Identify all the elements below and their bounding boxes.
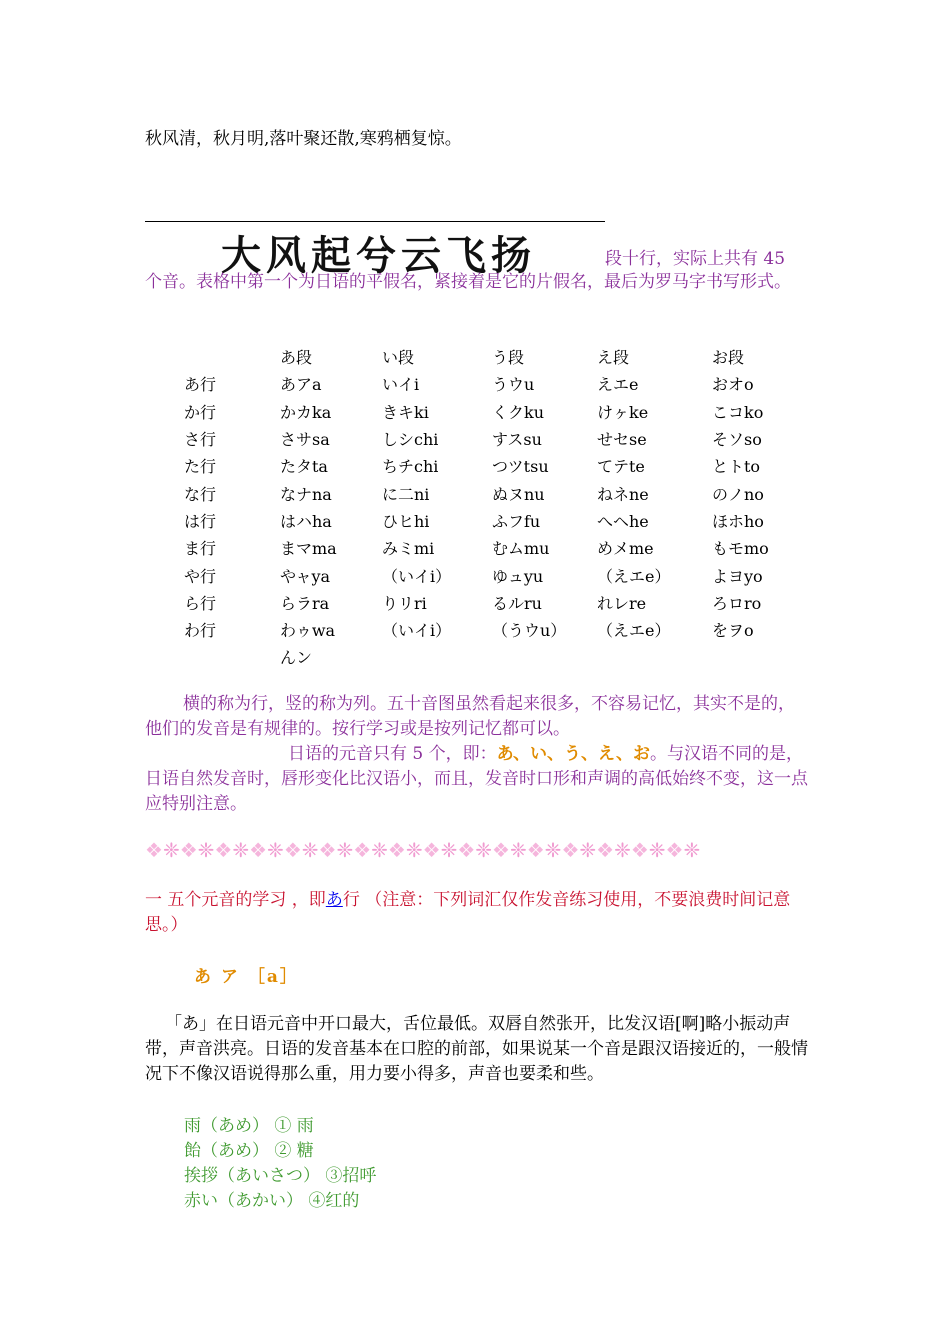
kana-header-cell: お段 [712,348,745,368]
section-heading-before: 一 五个元音的学习 ，即 [145,890,326,910]
kana-cell [382,643,492,670]
kana-cell: みミmi [382,539,435,559]
kana-cell: ひヒhi [382,511,430,531]
intro-paragraph: 个音。表格中第一个为日语的平假名，紧接着是它的片假名，最后为罗马字书写形式。 [145,272,791,292]
kana-cell: きキki [382,402,429,422]
kana-cell: たタta [280,457,328,477]
kana-row-label: わ行 [184,621,217,641]
kana-cell: とトto [712,457,761,477]
kana-row-label: は行 [184,511,217,531]
kana-row-label: や行 [184,566,217,586]
kana-cell: わゥwa [280,621,336,641]
kana-cell: そソso [712,430,762,450]
kana-cell: （いイi） [382,566,452,586]
kana-cell: いイi [382,375,420,395]
poem-line: 秋风清，秋月明,落叶聚还散,寒鸦栖复惊。 [145,129,462,149]
kana-cell: すスsu [492,430,542,450]
kana-cell: るルru [492,593,542,613]
kana-cell: ふフfu [492,511,541,531]
kana-row [150,616,822,643]
banner-calligraphy: 大风起兮云飞扬 [221,232,536,279]
section-heading [145,888,810,938]
vocab-item: 赤い（あかい） ④红的 [184,1191,360,1211]
kana-cell: （えエe） [597,621,671,641]
kana-row [150,370,822,397]
kana-cell: （いイi） [382,621,452,641]
kana-cell: んン [280,648,313,668]
vocab-item: 雨（あめ） ① 雨 [184,1116,314,1136]
kana-cell: ろロro [712,593,762,613]
kana-header-cell: い段 [382,348,415,368]
kana-row-label: さ行 [184,430,217,450]
kana-cell: （うウu） [492,621,567,641]
kana-row-label: ま行 [184,539,217,559]
vocab-item: 挨拶（あいさつ） ③招呼 [184,1166,377,1186]
kana-cell: えエe [597,375,639,395]
kana-cell: つツtsu [492,457,549,477]
kana-cell: に二ni [382,484,430,504]
kana-row-label: た行 [184,457,217,477]
kana-cell: なナna [280,484,332,504]
kana-row-label: あ行 [184,375,217,395]
rows-paragraph-text: 横的称为行，竖的称为列。五十音图虽然看起来很多，不容易记忆，其实不是的，他们的发音是有规律的。按行学习或是按列记忆都可以。 [145,694,795,739]
kana-row [150,507,822,534]
rows-paragraph [145,692,810,742]
vowels-paragraph-before: 日语的元音只有 5 个，即： [288,744,497,764]
kana-cell: ほホho [712,511,764,531]
kana-cell: けヶke [597,402,649,422]
kana-cell: のノno [712,484,764,504]
kana-cell: おオo [712,375,754,395]
kana-row [150,479,822,506]
kana-row [150,452,822,479]
kana-cell: はハha [280,511,332,531]
kana-cell: さサsa [280,430,330,450]
kana-row-label: か行 [184,402,217,422]
kana-cell: （えエe） [597,566,671,586]
kana-cell: へヘhe [597,511,649,531]
kana-cell: かカka [280,402,332,422]
kana-row-label [150,643,280,670]
kana-row [150,534,822,561]
kana-cell: をヲo [712,621,754,641]
kana-row-label: ら行 [184,593,217,613]
vowels-paragraph-after: 。与汉语不同的是，日语自然发音时，唇形变化比汉语小，而且，发音时口形和声调的高低始终不变，这一点应特别注意。 [145,744,808,814]
kana-cell: りリri [382,593,427,613]
kana-header-row [150,343,822,370]
vocab-item: 飴（あめ） ② 糖 [184,1141,314,1161]
kana-cell: ゆュyu [492,566,544,586]
section-heading-after: 行 （注意：下列词汇仅作发音练习使用，不要浪费时间记意思。） [145,890,791,935]
kana-cell [597,643,712,670]
kana-header-cell: う段 [492,348,525,368]
intro-line-end: 段十行，实际上共有 45 [605,249,786,269]
kana-cell [492,643,597,670]
kana-cell: らラra [280,593,330,613]
kana-cell: れレre [597,593,647,613]
section-link-a[interactable]: あ [325,890,343,910]
kana-cell: うウu [492,375,535,395]
kana-row-label: な行 [184,484,217,504]
vowels-paragraph [145,742,810,817]
kana-row [150,561,822,588]
kana-cell: よヨyo [712,566,763,586]
kana-header-cell: あ段 [280,348,313,368]
kana-table [150,343,822,671]
kana-cell: ぬヌnu [492,484,545,504]
kana-cell: もモmo [712,539,769,559]
kana-cell: あアa [280,375,322,395]
kana-cell: めメme [597,539,654,559]
kana-header-cell [150,343,280,370]
kana-cell: まマma [280,539,337,559]
kana-cell: ねネne [597,484,649,504]
divider-line [145,221,605,222]
kana-row [150,425,822,452]
kana-row [150,643,822,670]
kana-cell: くクku [492,402,545,422]
kana-cell: ちチchi [382,457,439,477]
kana-cell: やャya [280,566,331,586]
kana-row [150,589,822,616]
kana-cell: こコko [712,402,764,422]
kana-header-cell: え段 [597,348,630,368]
kana-cell: しシchi [382,430,439,450]
vowels-list: あ、い、う、え、お [496,744,650,764]
heading-a-sound: あ ア ［a］ [194,967,299,987]
kana-cell: むムmu [492,539,550,559]
kana-row [150,398,822,425]
kana-cell [712,643,822,670]
kana-cell: てテte [597,457,645,477]
kana-cell: せセse [597,430,647,450]
a-sound-paragraph [145,1012,810,1087]
decorative-diamond-border: ❖❈❖❈❖❈❖❈❖❈❖❈❖❈❖❈❖❈❖❈❖❈❖❈❖❈❖❈❖❈❖❈ [145,838,701,862]
a-sound-paragraph-text: 「あ」在日语元音中开口最大，舌位最低。双唇自然张开，比发汉语[啊]略小振动声带，声音洪亮。日语的发音基本在口腔的前部，如果说某一个音是跟汉语接近的，一般情况下不像汉语说得那么重，用力要小得多，声音也要柔和些。 [145,1014,808,1084]
